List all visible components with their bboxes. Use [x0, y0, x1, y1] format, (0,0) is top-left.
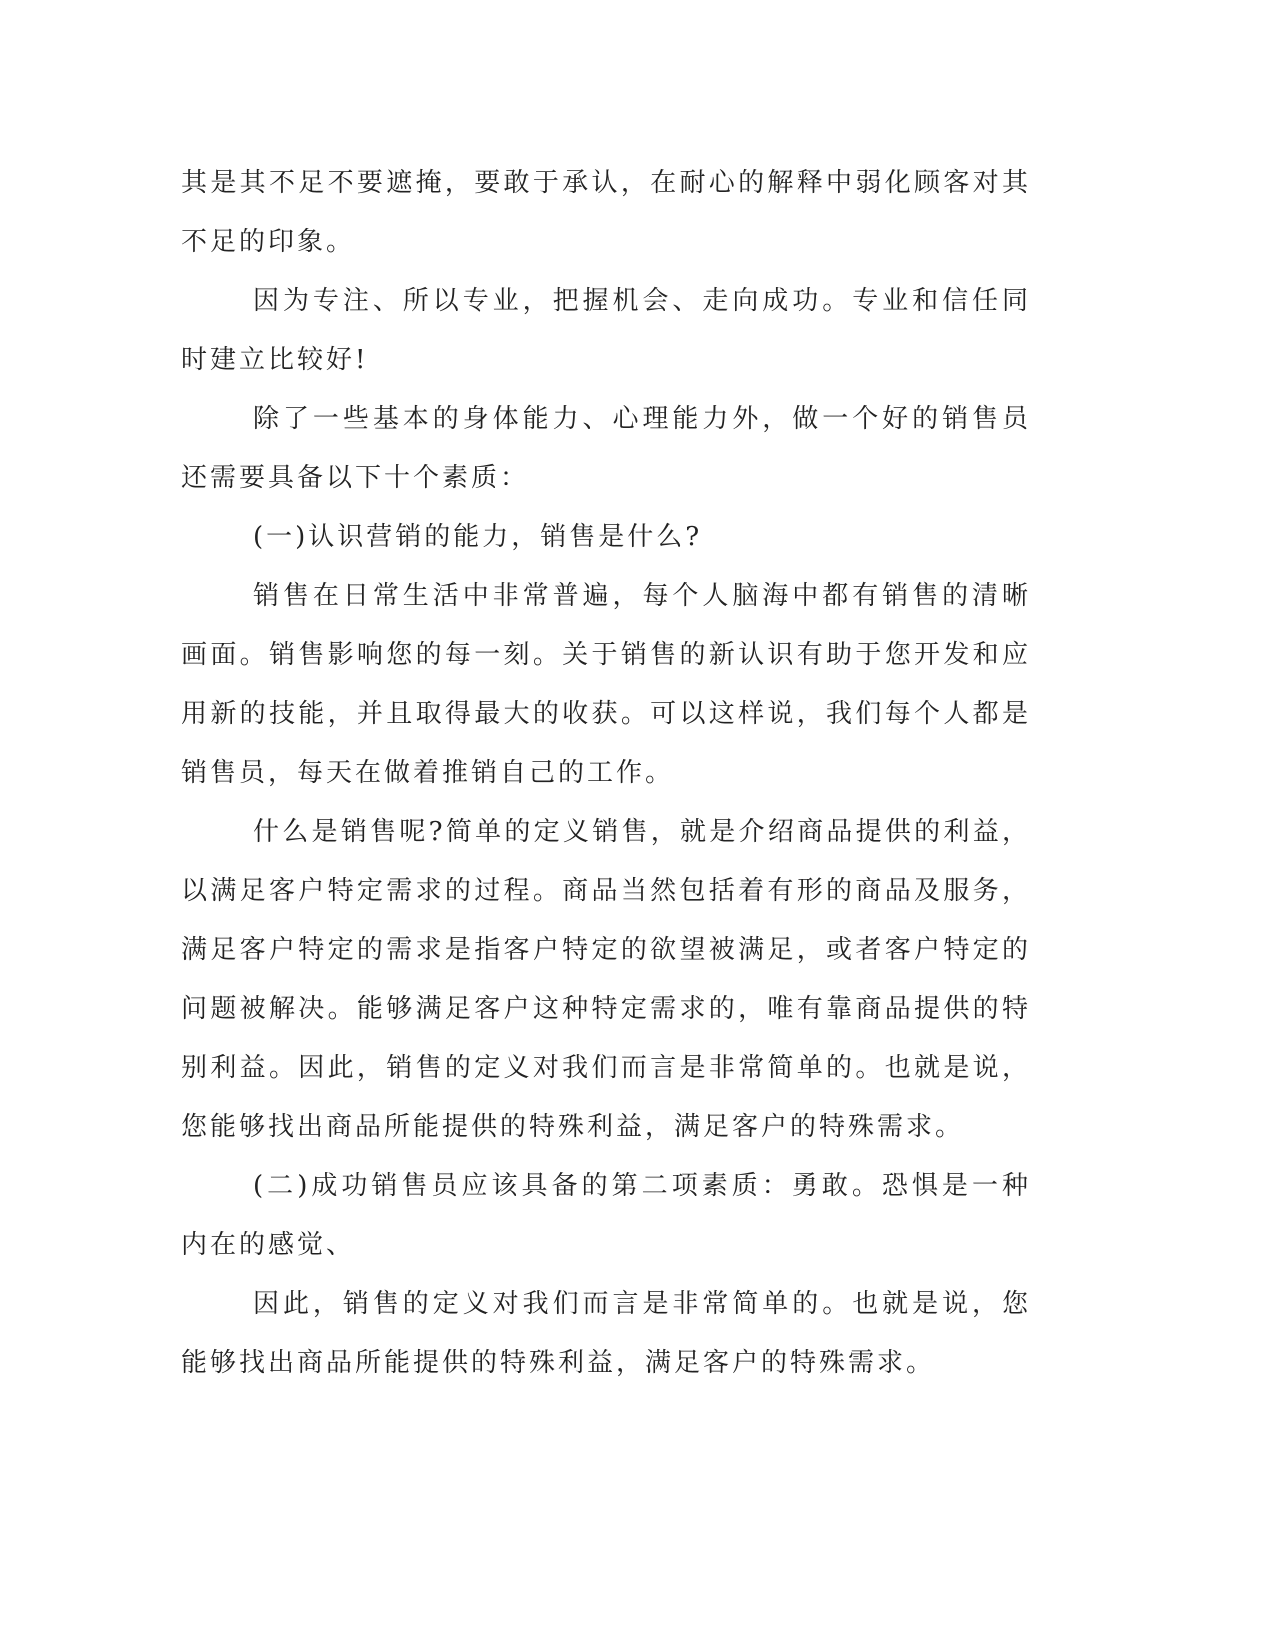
paragraph-sales-definition-repeat: 因此，销售的定义对我们而言是非常简单的。也就是说，您能够找出商品所能提供的特殊利益，满足客户的特殊需求。	[181, 1289, 1031, 1378]
paragraph-focus-professional: 因为专注、所以专业，把握机会、走向成功。专业和信任同时建立比较好!	[181, 286, 1031, 375]
document-body	[181, 154, 1031, 1393]
heading-quality-two: (二)成功销售员应该具备的第二项素质：勇敢。恐惧是一种内在的感觉、	[181, 1171, 1031, 1260]
heading-quality-one: (一)认识营销的能力，销售是什么?	[253, 522, 703, 552]
paragraph-sales-everyday: 销售在日常生活中非常普遍，每个人脑海中都有销售的清晰画面。销售影响您的每一刻。关于销售的新认识有助于您开发和应用新的技能，并且取得最大的收获。可以这样说，我们每个人都是销售员，每天在做着推销自己的工作。	[181, 581, 1031, 788]
paragraph-continuation: 其是其不足不要遮掩，要敢于承认，在耐心的解释中弱化顾客对其不足的印象。	[181, 168, 1031, 257]
paragraph-ten-qualities-intro: 除了一些基本的身体能力、心理能力外，做一个好的销售员还需要具备以下十个素质：	[181, 404, 1031, 493]
paragraph-sales-definition: 什么是销售呢?简单的定义销售，就是介绍商品提供的利益，以满足客户特定需求的过程。商品当然包括着有形的商品及服务，满足客户特定的需求是指客户特定的欲望被满足，或者客户特定的问题被解决。能够满足客户这种特定需求的，唯有靠商品提供的特别利益。因此，销售的定义对我们而言是非常简单的。也就是说，您能够找出商品所能提供的特殊利益，满足客户的特殊需求。	[181, 817, 1031, 1142]
